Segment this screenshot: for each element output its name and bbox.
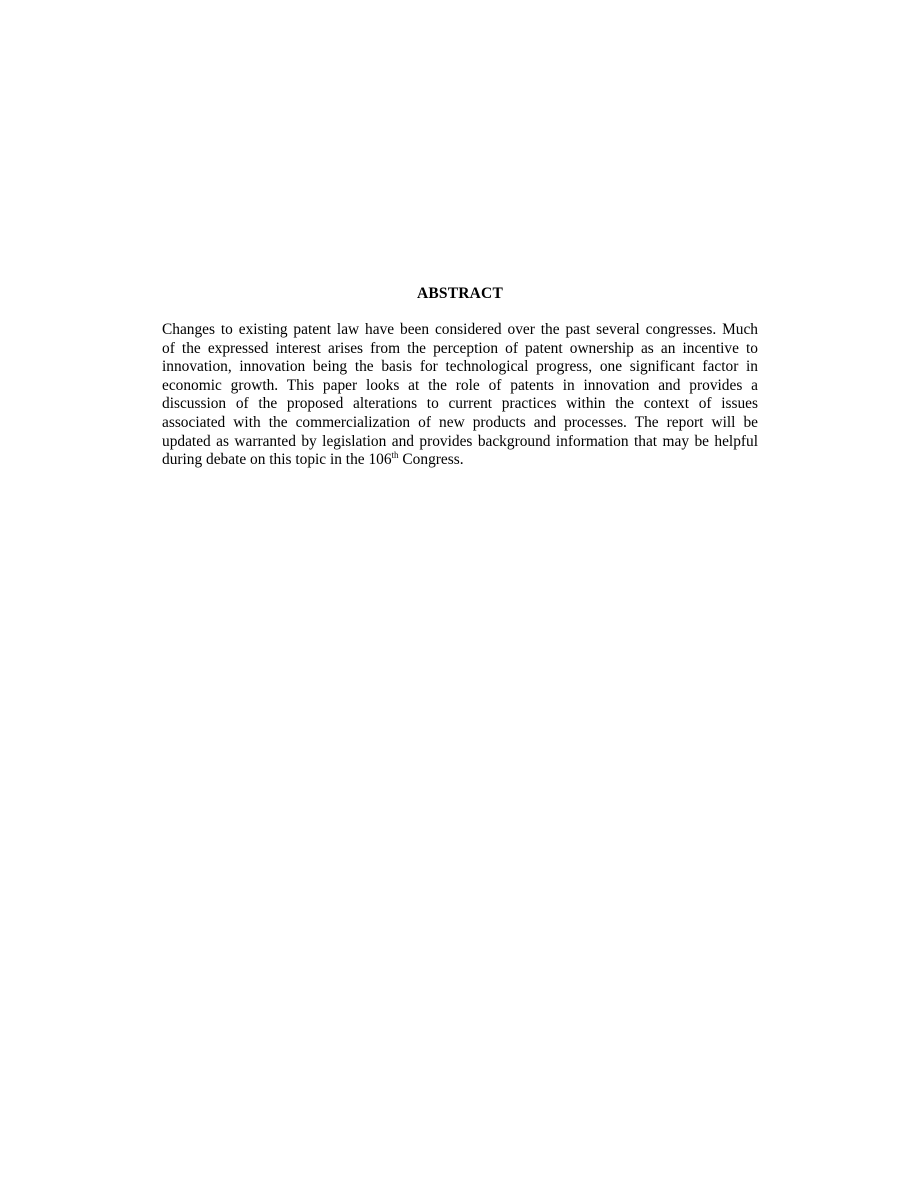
abstract-line: Changes to existing patent law have been considered over the past several congresses. Much <box>162 321 758 338</box>
last-line-text: during debate on this topic in the 106 <box>162 451 392 469</box>
abstract-line: innovation, innovation being the basis for technological progress, one significant factor in <box>162 358 758 376</box>
abstract-line: economic growth. This paper looks at the role of patents in innovation and provides a <box>162 376 758 394</box>
abstract-heading: ABSTRACT <box>416 285 503 302</box>
abstract-line: discussion of the proposed alterations to current practices within the context of issues <box>162 395 758 413</box>
last-line-ending: Congress. <box>398 451 464 469</box>
abstract-line: updated as warranted by legislation and provides background information that may be helpful <box>162 432 758 450</box>
ordinal-superscript: th <box>391 450 399 461</box>
abstract-line: of the expressed interest arises from the perception of patent ownership as an incentive to <box>162 339 758 357</box>
abstract-paragraph <box>162 321 758 470</box>
abstract-line: associated with the commercialization of new products and processes. The report will be <box>162 413 758 431</box>
abstract-last-line <box>162 451 758 470</box>
